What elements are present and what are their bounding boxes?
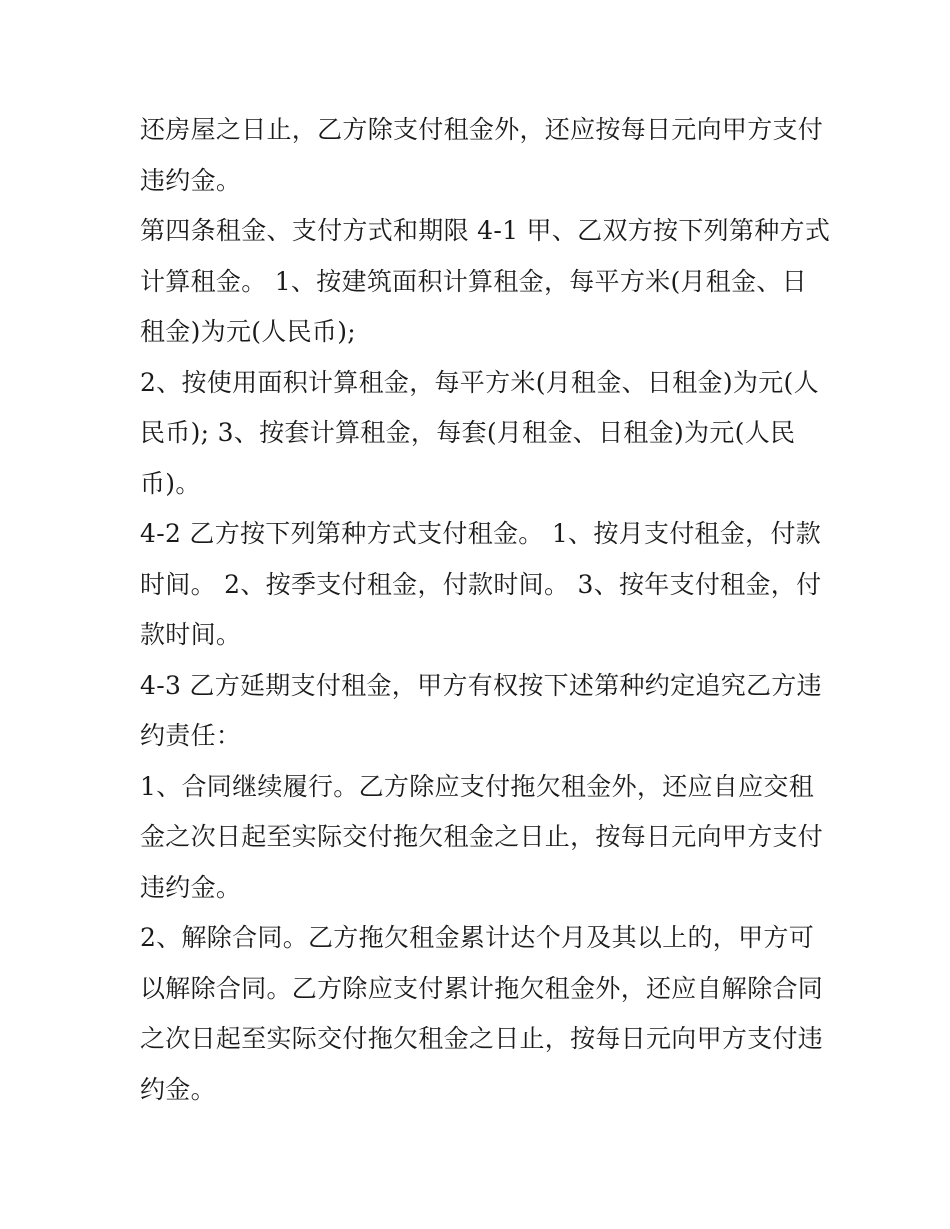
text-line: 以解除合同。乙方除应支付累计拖欠租金外，还应自解除合同 xyxy=(140,973,824,1003)
text-line: 第四条租金、支付方式和期限 4-1 甲、乙双方按下列第种方式 xyxy=(140,216,831,245)
text-line: 2、解除合同。乙方拖欠租金累计达个月及其以上的，甲方可 xyxy=(140,923,815,952)
text-line: 之次日起至实际交付拖欠租金之日止，按每日元向甲方支付违 xyxy=(140,1024,824,1053)
text-line: 还房屋之日止，乙方除支付租金外，还应按每日元向甲方支付 xyxy=(140,115,824,144)
paragraph-1 xyxy=(140,105,824,206)
text-line: 金之次日起至实际交付拖欠租金之日止，按每日元向甲方支付 xyxy=(140,822,824,851)
text-line: 4-3 乙方延期支付租金，甲方有权按下述第种约定追究乙方违 xyxy=(140,670,822,700)
text-line: 约金。 xyxy=(140,1074,216,1104)
text-line: 约责任： xyxy=(140,721,242,750)
text-line: 计算租金。 1、按建筑面积计算租金，每平方米(月租金、日 xyxy=(140,266,808,296)
text-line: 违约金。 xyxy=(140,872,242,902)
text-line: 违约金。 xyxy=(140,165,242,195)
document-body xyxy=(140,105,831,1115)
text-line: 2、按使用面积计算租金，每平方米(月租金、日租金)为元(人 xyxy=(140,367,819,397)
text-line: 款时间。 xyxy=(140,620,242,649)
text-line: 4-2 乙方按下列第种方式支付租金。 1、按月支付租金，付款 xyxy=(140,519,822,548)
text-line: 1、合同继续履行。乙方除应支付拖欠租金外，还应自应交租 xyxy=(140,771,815,801)
paragraph-2 xyxy=(140,206,831,358)
text-line: 时间。 2、按季支付租金，付款时间。 3、按年支付租金，付 xyxy=(140,569,822,599)
text-line: 币)。 xyxy=(140,468,201,498)
paragraph-5 xyxy=(140,661,822,762)
paragraph-3 xyxy=(140,358,819,510)
paragraph-7 xyxy=(140,913,824,1115)
paragraph-6 xyxy=(140,762,824,914)
paragraph-4 xyxy=(140,509,822,661)
text-line: 民币); 3、按套计算租金，每套(月租金、日租金)为元(人民 xyxy=(140,418,796,447)
text-line: 租金)为元(人民币); xyxy=(140,317,356,346)
